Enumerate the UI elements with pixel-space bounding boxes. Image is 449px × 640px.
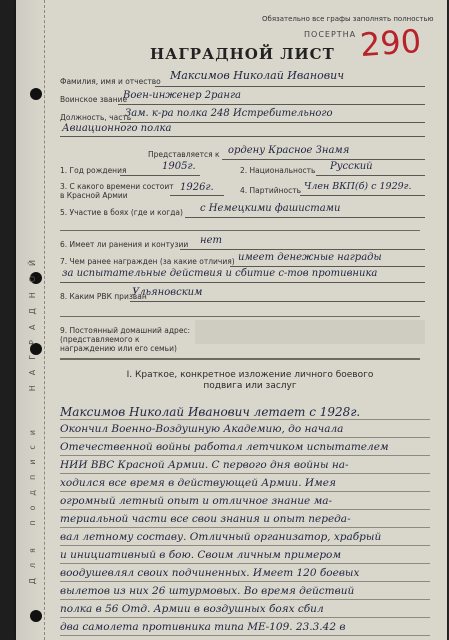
birth-label: 1. Год рождения (60, 166, 127, 175)
margin-cut-line (44, 0, 46, 640)
narrative-line: Окончил Военно-Воздушную Академию, до начала (60, 423, 344, 435)
rvk-label: 8. Каким РВК призван (60, 292, 147, 301)
narrative-line: полка в 56 Отд. Армии в воздушных боях сбил (60, 603, 324, 615)
narrative-line: териальной части все свои знания и опыт переда- (60, 513, 351, 525)
narrative-line: огромный летный опыт и отличное знание ма- (60, 495, 333, 507)
battles-value: с Немецкими фашистами (200, 203, 341, 214)
section-title: I. Краткое, конкретное изложение личного боевого подвига или заслуг (126, 370, 374, 391)
fill-line (180, 249, 425, 250)
fill-line (300, 195, 425, 196)
ruled-line (60, 599, 430, 600)
ruled-line (60, 635, 430, 636)
redacted-area (195, 320, 425, 344)
prev-awards-value: имеет денежные награды (238, 252, 382, 263)
rank-label: Воинское звание (60, 95, 128, 104)
fill-line (222, 159, 425, 160)
margin-vertical-text: Для подписи (28, 420, 37, 585)
rank-value: Воен-инженер 2ранга (123, 90, 241, 101)
narrative-line: Отечественной войны работал летчиком испытателем (60, 441, 389, 453)
fill-line (60, 136, 425, 137)
ruled-line (60, 527, 430, 528)
ruled-line (60, 491, 430, 492)
binding-edge (0, 0, 16, 640)
fill-line (120, 175, 200, 176)
narrative-line: ходился все время в действующей Армии. Имея (60, 477, 336, 489)
nation-value: Русский (330, 161, 373, 172)
archive-number: 290 (358, 21, 423, 65)
nation-label: 2. Национальность (240, 166, 316, 175)
ruled-line (60, 581, 430, 582)
fill-line (60, 282, 425, 283)
notice-text: Обязательно все графы заполнять полностью (262, 15, 434, 23)
separator (60, 358, 420, 360)
since-value: 1926г. (180, 182, 214, 193)
address-label: 9. Постоянный домашний адрес: (представляемого к награждению или его семьи) (60, 326, 191, 353)
wounds-label: 6. Имеет ли ранения и контузии (60, 240, 189, 249)
party-label: 4. Партийность (240, 186, 302, 195)
name-label: Фамилия, имя и отчество (60, 77, 161, 86)
narrative-line: два самолета противника типа МЕ-109. 23.3.42 в (60, 621, 346, 633)
margin-vertical-text: НАГРАДНОЙ (28, 250, 37, 392)
separator (60, 316, 420, 317)
rvk-value: Ульяновским (132, 287, 203, 298)
fill-line (155, 86, 425, 87)
fill-line (185, 217, 425, 218)
narrative-line: вылетов из них 26 штурмовых. Во время действий (60, 585, 355, 597)
ruled-line (60, 509, 430, 510)
narrative-line: НИИ ВВС Красной Армии. С первого дня войны на- (60, 459, 349, 471)
prev-awards-label: 7. Чем ранее награжден (за какие отличия) (60, 257, 235, 266)
birth-value: 1905г. (162, 161, 196, 172)
position-value: Зам. к-ра полка 248 Истребительного (125, 108, 333, 119)
punch-hole (30, 610, 42, 622)
name-value: Максимов Николай Иванович (170, 69, 345, 82)
ruled-line (60, 419, 430, 420)
ruled-line (60, 455, 430, 456)
wounds-value: нет (200, 235, 222, 246)
award-value: ордену Красное Знамя (228, 145, 350, 156)
narrative-line: воодушевлял своих подчиненных. Имеет 120 боевых (60, 567, 360, 579)
page-title: НАГРАДНОЙ ЛИСТ (150, 45, 335, 63)
prev-awards-value-2: за испытательные действия и сбитие с-тов противника (62, 268, 378, 279)
fill-line (130, 301, 425, 302)
ruled-line (60, 473, 430, 474)
position-label: Должность, часть (60, 113, 132, 122)
narrative-line: Максимов Николай Иванович летает с 1928г. (60, 405, 361, 419)
fill-line (230, 266, 425, 267)
party-value: Член ВКП(б) с 1929г. (304, 181, 412, 192)
ruled-line (60, 545, 430, 546)
separator (60, 230, 420, 231)
position-value-2: Авиационного полка (62, 123, 172, 134)
ruled-line (60, 437, 430, 438)
narrative-line: вал летному составу. Отличный организатор, храбрый (60, 531, 382, 543)
fill-line (316, 175, 425, 176)
ruled-line (60, 617, 430, 618)
award-label: Представляется к (148, 150, 220, 159)
narrative-line: и инициативный в бою. Своим личным примером (60, 549, 342, 561)
battles-label: 5. Участие в боях (где и когда) (60, 208, 183, 217)
fill-line (118, 104, 425, 105)
stamp-text: ПОСЕРТНА (304, 30, 357, 39)
ruled-line (60, 563, 430, 564)
punch-hole (30, 88, 42, 100)
fill-line (170, 195, 224, 196)
since-label: 3. С какого времени состоит в Красной Армии (60, 182, 174, 200)
